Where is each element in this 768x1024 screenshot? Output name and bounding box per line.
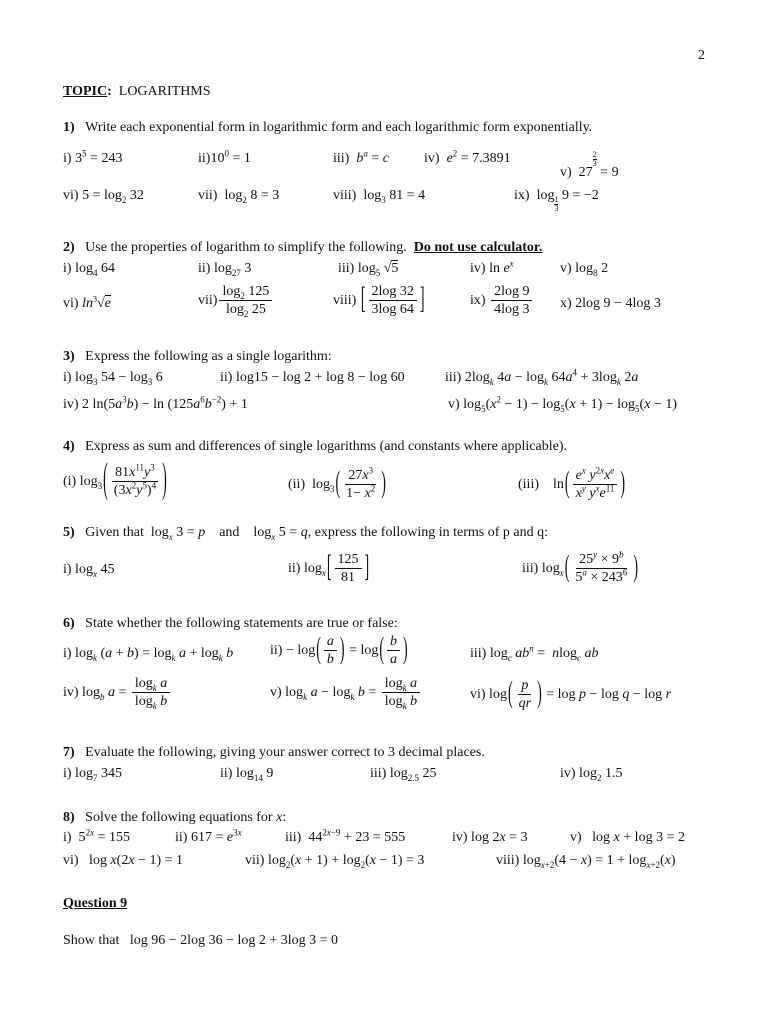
q1-number: 1) <box>63 120 75 135</box>
q3-item-5: v) $\log_5(x^2 - 1) - \log_5(x + 1) - \log_5(x - 1)$ <box>448 394 677 414</box>
q8-item-5: v) log x + log 3 = 2 <box>570 830 685 845</box>
q8-item-8: viii) $\log_{x+2}(4 - x) = 1 + \log_{x+2}(x)$ <box>496 853 676 870</box>
q2-prompt <box>63 240 542 255</box>
q7-item-2: ii) $\log_{14} 9$ <box>220 766 274 783</box>
q1-item-1: i) $3^5 = 243$ <box>63 148 123 166</box>
q8-item-6: vi) log x(2x − 1) = 1 <box>63 853 184 868</box>
q5-item-1: i) $\log_x 45$ <box>63 562 115 579</box>
topic-title: LOGARITHMS <box>118 84 211 99</box>
q6-number: 6) <box>63 616 75 631</box>
q7-prompt <box>63 745 485 760</box>
q5-number: 5) <box>63 525 75 540</box>
q9-statement: Show that log 96 − 2log 36 − log 2 + 3log 3 = 0 <box>63 933 339 948</box>
q2-item-7: vii) $\frac{\log_2 125}{\log_2 25}$ <box>198 284 274 318</box>
q1-item-9: ix) log $_{\frac{1}{3}}$ 9 = −2 <box>514 188 599 213</box>
q3-item-2: ii) log15 − log 2 + log 8 − log 60 <box>220 370 405 385</box>
q8-item-2: ii) $617 = e^{3x}$ <box>175 827 242 845</box>
q1-item-6: vi) $5 = \log_2 32$ <box>63 188 144 205</box>
q4-item-1: (i) $\log_3$( $\frac{81x^{11}y^3}{(3x^2y^5)^4}$ ) <box>63 458 167 504</box>
q2-item-1: i) $\log_4 64$ <box>63 261 115 278</box>
q7-text: Evaluate the following, giving your answer correct to 3 decimal places. <box>85 745 485 760</box>
q1-prompt <box>63 120 592 135</box>
q6-item-3: iii) $\log_c ab^n = nlog_c$ ab <box>470 643 599 663</box>
q9-title: Question 9 <box>63 896 128 911</box>
q7-item-4: iv) $\log_2 1.5$ <box>560 766 623 783</box>
q5-item-3: iii) $\log_x$( $\frac{25^y \times 9^b}{5^a \times 243^6}$ ) <box>522 549 638 586</box>
q6-prompt <box>63 616 398 631</box>
q2-item-4: iv) $\ln e^x$ <box>470 258 514 276</box>
q8-item-7: vii) $\log_2(x + 1) + \log_2(x - 1) = 3$ <box>245 853 425 870</box>
q7-number: 7) <box>63 745 75 760</box>
q2-text: Use the properties of logarithm to simplify the following. <box>85 240 407 255</box>
q2-item-9: ix) $\frac{2\log 9}{4\log 3}$ <box>470 284 534 318</box>
q8-item-1: i) $5^{2x} = 155$ <box>63 827 130 845</box>
q6-item-4: iv) $\log_b a$ = $\frac{\log_k a}{\log_k b}$ <box>63 676 172 710</box>
q4-text: Express as sum and differences of single logarithms (and constants where applicable). <box>85 439 567 454</box>
q5-item-2: ii) $\log_x$[ $\frac{125}{81}$ ] <box>288 551 370 586</box>
q1-item-2: $ii)10^0 = 1$ <box>198 148 251 166</box>
q7-item-3: iii) $\log_{2.5} 25$ <box>370 766 437 783</box>
q6-text: State whether the following statements are true or false: <box>85 616 398 631</box>
q4-prompt <box>63 439 567 454</box>
q1-item-8: viii) $\log_3 81 = 4$ <box>333 188 426 205</box>
topic-label: TOPIC <box>63 84 108 99</box>
q1-item-4: iv) $e^2 = 7.3891$ <box>424 148 511 166</box>
q6-item-1: i) $\log_k (a + b) = \log_k a + \log_k b$ <box>63 646 234 663</box>
q4-item-2: (ii) $\log_3$( $\frac{27x^3}{1- x^2}$ ) <box>288 465 386 502</box>
q1-item-7: vii) $\log_2 8 = 3$ <box>198 188 280 205</box>
q6-item-5: v) $\log_k a - \log_k b$ = $\frac{\log_k a}{\log_k b}$ <box>270 676 422 710</box>
q3-item-4: iv) 2 $\ln(5a^3b) - \ln (125a^6b^{-2}) + 1$ <box>63 394 248 412</box>
q7-item-1: i) $\log_7 345$ <box>63 766 122 783</box>
q2-item-8: viii) [ $\frac{2\log 32}{3\log 64}$ ] <box>333 283 425 318</box>
q2-item-6: vi) $\ln^3√e$ <box>63 294 111 311</box>
q3-text: Express the following as a single logarithm: <box>85 349 332 364</box>
topic-heading <box>63 84 211 99</box>
q4-item-3: (iii) ln( $\frac{e^x y^{2x}x^e}{x^y y^xe^{11}}$ ) <box>518 465 626 502</box>
page-number: 2 <box>698 48 705 63</box>
q3-item-1: i) $\log_3 54 - \log_3 6$ <box>63 370 163 387</box>
q8-prompt: 8) Solve the following equations for x: <box>63 810 287 825</box>
q1-item-3: iii) $b^a = c$ <box>333 148 389 166</box>
q6-item-6: vi) log( $\frac{p}{qr}$ ) = log p − log q − log r <box>470 677 672 712</box>
q8-number: 8) <box>63 810 75 825</box>
q2-item-3: iii) $\log_5 √5$ <box>338 261 399 278</box>
q5-prompt: 5) Given that $\log_x 3 = p$ and $\log_x 5 = q$, express the following in terms of p and q: <box>63 525 548 542</box>
q4-number: 4) <box>63 439 75 454</box>
q2-item-2: ii) $\log_{27} 3$ <box>198 261 252 278</box>
q3-item-3: iii) $2\log_k$ $4a - \log_k 64a^4 + 3\log_k$ 2a <box>445 367 639 387</box>
q3-number: 3) <box>63 349 75 364</box>
topic-sep: : <box>107 84 112 99</box>
q3-prompt <box>63 349 332 364</box>
q1-item-5: v) 27 $^{\frac{2}{3}}$ = 9 <box>560 150 619 180</box>
q8-item-4: iv) log 2x = 3 <box>452 830 528 845</box>
q2-item-10: x) 2log 9 − 4log 3 <box>560 296 661 311</box>
q1-text: Write each exponential form in logarithmic form and each logarithmic form exponentially. <box>85 120 593 135</box>
q2-item-5: v) $\log_8 2$ <box>560 261 609 278</box>
q8-item-3: iii) $44^{2x-9} + 23 = 555$ <box>285 827 406 845</box>
q6-item-2: ii) − log( $\frac{a}{b}$ ) = log( $\frac{b}{a}$ ) <box>270 633 408 668</box>
q2-warning: Do not use calculator. <box>413 240 543 255</box>
q2-number: 2) <box>63 240 75 255</box>
